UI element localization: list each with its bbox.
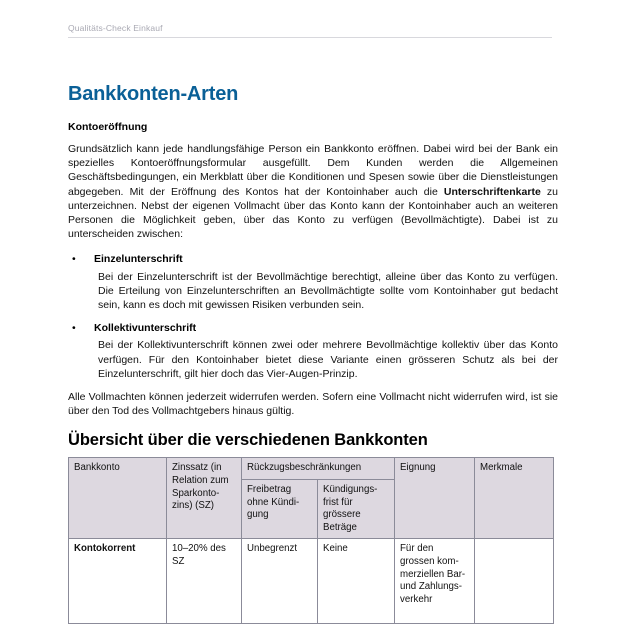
bullet-marker-icon: • <box>72 253 76 266</box>
intro-text-part2: zu unterzeichnen. Nebst der eigenen Vollmacht über das Konto kann der Kontoinhaber auch an weiteren Personen die Möglichkeit geben, über das Konto zu verfügen (Bevollmächtigte). Dabei ist zu unterscheiden zwischen: <box>68 185 559 241</box>
column-header-eignung: Eignung <box>395 458 475 539</box>
signature-types-list <box>68 252 558 381</box>
intro-text-part1: Grundsätzlich kann jede handlungsfähige Person ein Bankkonto eröffnen. Dabei wird bei der Bank ein spezielles Kontoeröffnungsformular ausgefüllt. Dem Kunden werden die Allgemeinen Geschäftsbedingungen, ein Merkblatt über die Konditionen und Spesen sowie über die Dienstleistungen abgegeben. Mit der Eröffnung des Kontos hat der Kontoinhaber auch die <box>68 143 558 198</box>
column-header-merkmale: Merkmale <box>475 458 554 539</box>
list-item-title-einzelunterschrift: Einzelunterschrift <box>94 253 183 266</box>
column-header-bankkonto: Bankkonto <box>69 458 167 539</box>
running-header-text: Qualitäts-Check Einkauf <box>68 23 163 33</box>
intro-bold-term: Unterschriftenkarte <box>443 185 541 198</box>
closing-paragraph: Alle Vollmachten können jederzeit widerrufen werden. Sofern eine Vollmacht nicht widerrufen wird, ist sie über den Tod des Vollmachtgebers hinaus gültig. <box>68 391 558 418</box>
cell-kuendigungsfrist: Keine <box>318 539 395 624</box>
bank-accounts-table <box>68 457 554 624</box>
bullet-marker-icon: • <box>72 322 76 335</box>
table-header <box>69 458 554 539</box>
list-item-title-kollektivunterschrift: Kollektivunterschrift <box>94 322 197 335</box>
column-header-freibetrag: Freibetrag ohne Kündi-gung <box>242 480 318 539</box>
cell-merkmale <box>475 539 554 624</box>
column-header-zinssatz: Zinssatz (in Relation zum Sparkonto-zins) (SZ) <box>167 458 242 539</box>
intro-paragraph <box>68 142 558 241</box>
table-body <box>69 539 554 624</box>
cell-freibetrag: Unbegrenzt <box>242 539 318 624</box>
cell-eignung: Für den grossen kom-merziellen Bar- und Zahlungs-verkehr <box>395 539 475 624</box>
column-header-kuendigungsfrist: Kündigungs-frist für grössere Beträge <box>318 480 395 539</box>
running-header <box>68 22 552 38</box>
table-header-row-1 <box>69 458 554 480</box>
section-subheading-kontoeroeffnung: Kontoeröffnung <box>68 121 148 133</box>
table-row <box>69 539 554 624</box>
running-header-rule <box>68 37 552 38</box>
cell-bankkonto: Kontokorrent <box>69 539 167 624</box>
cell-zinssatz: 10–20% des SZ <box>167 539 242 624</box>
column-header-rueckzugsbeschraenkungen: Rückzugsbeschränkungen <box>242 458 395 480</box>
page-title: Bankkonten-Arten <box>68 83 239 105</box>
list-item-body-kollektivunterschrift: Bei der Kollektivunterschrift können zwei oder mehrere Bevollmächtige kollektiv über das Konto verfügen. Für den Kontoinhaber bietet diese Variante einen grösseren Schutz als bei der Einzelunterschrift, gilt hier doch das Vier-Augen-Prinzip. <box>98 339 558 380</box>
list-item-body-einzelunterschrift: Bei der Einzelunterschrift ist der Bevollmächtige berechtigt, alleine über das Konto zu verfügen. Die Erteilung von Einzelunterschriften an Bevollmächtigte sollte vom Kontoinhaber gut bedacht sein, kann es doch mit gewissen Risiken verbunden sein. <box>98 270 558 312</box>
document-content <box>68 82 558 624</box>
section-heading-uebersicht: Übersicht über die verschiedenen Bankkonten <box>68 431 428 450</box>
list-item <box>68 321 558 335</box>
list-item <box>68 252 558 266</box>
